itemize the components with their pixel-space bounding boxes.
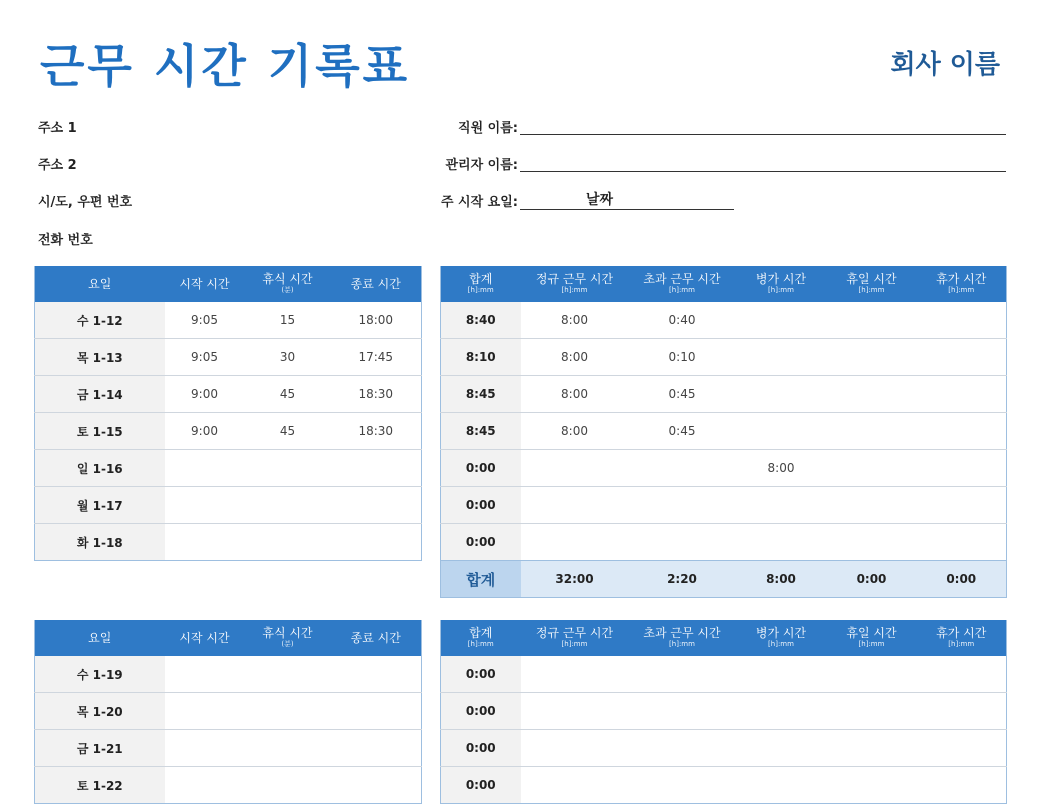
- holiday-cell[interactable]: [827, 413, 917, 450]
- break-time-cell[interactable]: [245, 767, 331, 804]
- header-row: [441, 620, 1007, 656]
- col-unit: [h]:mm: [768, 640, 794, 648]
- end-time-cell[interactable]: [331, 487, 422, 524]
- table-row: [35, 376, 422, 413]
- overtime-cell: 0:45: [629, 376, 736, 413]
- regular-cell: 8:00: [521, 339, 629, 376]
- overtime-cell: [629, 487, 736, 524]
- end-time-cell[interactable]: [331, 767, 422, 804]
- week-start-date[interactable]: 날짜: [586, 192, 614, 208]
- end-time-cell[interactable]: [331, 450, 422, 487]
- col-sick-label: 병가 시간: [755, 626, 807, 640]
- table-row: [35, 302, 422, 339]
- day-cell: 화 1-18: [35, 524, 165, 561]
- start-time-cell[interactable]: [165, 450, 245, 487]
- col-holiday-label: 휴일 시간: [846, 626, 897, 640]
- end-time-cell[interactable]: [331, 693, 422, 730]
- start-time-cell[interactable]: 9:00: [165, 413, 245, 450]
- day-cell: 목 1-20: [35, 693, 165, 730]
- start-time-cell[interactable]: [165, 487, 245, 524]
- sum-holiday: 0:00: [827, 561, 917, 598]
- regular-cell: [521, 767, 629, 804]
- vacation-cell[interactable]: [917, 524, 1007, 561]
- col-vacation: [917, 266, 1007, 302]
- vacation-cell[interactable]: [917, 693, 1007, 730]
- end-time-cell[interactable]: 18:00: [331, 302, 422, 339]
- col-end-time: 종료 시간: [331, 620, 422, 656]
- sum-regular: 32:00: [521, 561, 629, 598]
- break-time-cell[interactable]: [245, 524, 331, 561]
- col-holiday-label: 휴일 시간: [846, 272, 897, 286]
- phone-number[interactable]: 전화 번호: [38, 233, 93, 248]
- col-break-time: [245, 620, 331, 656]
- employee-name-field[interactable]: [520, 134, 1006, 135]
- break-time-cell[interactable]: [245, 730, 331, 767]
- regular-cell: [521, 693, 629, 730]
- table-row: [441, 450, 1007, 487]
- col-regular-label: 정규 근무 시간: [535, 626, 614, 640]
- address-line-1[interactable]: 주소 1: [38, 121, 77, 136]
- company-name[interactable]: 회사 이름: [890, 50, 1000, 80]
- regular-cell: [521, 450, 629, 487]
- table-row: [35, 487, 422, 524]
- col-sick-label: 병가 시간: [755, 272, 807, 286]
- table-row: [35, 730, 422, 767]
- col-break-unit: (분): [281, 286, 294, 294]
- day-cell: 수 1-12: [35, 302, 165, 339]
- sick-cell[interactable]: [736, 339, 827, 376]
- sick-cell[interactable]: [736, 376, 827, 413]
- overtime-cell: [629, 450, 736, 487]
- col-vacation-label: 휴가 시간: [936, 272, 987, 286]
- col-day: 요일: [35, 266, 165, 302]
- sick-cell[interactable]: [736, 524, 827, 561]
- day-cell: 일 1-16: [35, 450, 165, 487]
- sum-overtime: 2:20: [629, 561, 736, 598]
- col-unit: [h]:mm: [858, 640, 885, 648]
- regular-cell: [521, 730, 629, 767]
- day-cell: 토 1-15: [35, 413, 165, 450]
- col-day: 요일: [35, 620, 165, 656]
- holiday-cell[interactable]: [827, 487, 917, 524]
- col-overtime: [629, 266, 736, 302]
- end-time-cell[interactable]: [331, 524, 422, 561]
- total-cell: 0:00: [441, 730, 521, 767]
- col-overtime-label: 초과 근무 시간: [643, 626, 721, 640]
- total-cell: 8:45: [441, 413, 521, 450]
- sick-cell[interactable]: [736, 487, 827, 524]
- col-unit: [h]:mm: [467, 640, 494, 648]
- table-row: [441, 302, 1007, 339]
- col-total: [441, 620, 521, 656]
- break-time-cell[interactable]: [245, 487, 331, 524]
- holiday-cell[interactable]: [827, 730, 917, 767]
- break-time-cell[interactable]: 15: [245, 302, 331, 339]
- col-regular-label: 정규 근무 시간: [535, 272, 614, 286]
- col-break-unit: (분): [281, 640, 294, 648]
- week2-hours-table: [440, 620, 1007, 804]
- regular-cell: [521, 487, 629, 524]
- week1-time-table: [34, 266, 422, 561]
- vacation-cell[interactable]: [917, 730, 1007, 767]
- total-cell: 0:00: [441, 656, 521, 693]
- table-row: [441, 413, 1007, 450]
- address-line-2[interactable]: 주소 2: [38, 158, 77, 173]
- page-title: 근무 시간 기록표: [40, 39, 411, 93]
- col-unit: [h]:mm: [669, 640, 695, 648]
- col-total: [441, 266, 521, 302]
- manager-name-label: 관리자 이름:: [445, 158, 518, 173]
- total-cell: 0:00: [441, 487, 521, 524]
- table-row: [441, 339, 1007, 376]
- table-row: [441, 376, 1007, 413]
- start-time-cell[interactable]: [165, 693, 245, 730]
- header-row: [35, 620, 422, 656]
- col-total-label: 합계: [469, 272, 493, 286]
- holiday-cell[interactable]: [827, 524, 917, 561]
- sick-cell[interactable]: [736, 693, 827, 730]
- col-total-label: 합계: [469, 626, 493, 640]
- overtime-cell: 0:40: [629, 302, 736, 339]
- overtime-cell: [629, 693, 736, 730]
- table-row: [441, 730, 1007, 767]
- table-row: [441, 656, 1007, 693]
- regular-cell: 8:00: [521, 376, 629, 413]
- holiday-cell[interactable]: [827, 339, 917, 376]
- col-start-time: 시작 시간: [165, 620, 245, 656]
- regular-cell: [521, 656, 629, 693]
- col-break-label: 휴식 시간: [262, 272, 313, 286]
- vacation-cell[interactable]: [917, 339, 1007, 376]
- city-zip[interactable]: 시/도, 우편 번호: [38, 195, 133, 210]
- start-time-cell[interactable]: 9:00: [165, 376, 245, 413]
- start-time-cell[interactable]: [165, 656, 245, 693]
- table-row: [35, 767, 422, 804]
- overtime-cell: 0:45: [629, 413, 736, 450]
- vacation-cell[interactable]: [917, 487, 1007, 524]
- total-cell: 0:00: [441, 767, 521, 804]
- table-row: [35, 656, 422, 693]
- vacation-cell[interactable]: [917, 656, 1007, 693]
- start-time-cell[interactable]: 9:05: [165, 339, 245, 376]
- col-regular: [521, 620, 629, 656]
- col-holiday: [827, 266, 917, 302]
- break-time-cell[interactable]: 45: [245, 413, 331, 450]
- employee-name-label: 직원 이름:: [458, 121, 518, 136]
- day-cell: 금 1-14: [35, 376, 165, 413]
- col-break-time: [245, 266, 331, 302]
- sick-cell[interactable]: [736, 413, 827, 450]
- col-vacation-label: 휴가 시간: [936, 626, 987, 640]
- sick-cell[interactable]: [736, 767, 827, 804]
- table-row: [35, 693, 422, 730]
- end-time-cell[interactable]: 18:30: [331, 376, 422, 413]
- end-time-cell[interactable]: 18:30: [331, 413, 422, 450]
- col-vacation: [917, 620, 1007, 656]
- regular-cell: [521, 524, 629, 561]
- total-cell: 8:10: [441, 339, 521, 376]
- col-unit: [h]:mm: [561, 286, 588, 294]
- col-unit: [h]:mm: [948, 640, 975, 648]
- week-start-field[interactable]: [520, 209, 734, 210]
- col-unit: [h]:mm: [669, 286, 695, 294]
- sick-cell[interactable]: [736, 730, 827, 767]
- holiday-cell[interactable]: [827, 302, 917, 339]
- holiday-cell[interactable]: [827, 656, 917, 693]
- vacation-cell[interactable]: [917, 376, 1007, 413]
- col-unit: [h]:mm: [768, 286, 794, 294]
- col-sick: [736, 620, 827, 656]
- col-break-label: 휴식 시간: [262, 626, 313, 640]
- day-cell: 목 1-13: [35, 339, 165, 376]
- overtime-cell: [629, 730, 736, 767]
- col-end-time: 종료 시간: [331, 266, 422, 302]
- start-time-cell[interactable]: [165, 730, 245, 767]
- week1-hours-table: [440, 266, 1007, 598]
- table-row: [35, 524, 422, 561]
- summary-label: 합계: [441, 561, 521, 598]
- col-overtime-label: 초과 근무 시간: [643, 272, 721, 286]
- day-cell: 월 1-17: [35, 487, 165, 524]
- sick-cell[interactable]: 8:00: [736, 450, 827, 487]
- day-cell: 수 1-19: [35, 656, 165, 693]
- break-time-cell[interactable]: 45: [245, 376, 331, 413]
- break-time-cell[interactable]: [245, 693, 331, 730]
- overtime-cell: 0:10: [629, 339, 736, 376]
- vacation-cell[interactable]: [917, 450, 1007, 487]
- col-unit: [h]:mm: [467, 286, 494, 294]
- overtime-cell: [629, 767, 736, 804]
- total-cell: 0:00: [441, 450, 521, 487]
- header-row: [441, 266, 1007, 302]
- col-overtime: [629, 620, 736, 656]
- overtime-cell: [629, 524, 736, 561]
- total-cell: 0:00: [441, 693, 521, 730]
- sick-cell[interactable]: [736, 656, 827, 693]
- week-start-label: 주 시작 요일:: [440, 195, 518, 210]
- holiday-cell[interactable]: [827, 376, 917, 413]
- holiday-cell[interactable]: [827, 767, 917, 804]
- table-row: [35, 413, 422, 450]
- regular-cell: 8:00: [521, 413, 629, 450]
- col-unit: [h]:mm: [948, 286, 975, 294]
- total-cell: 8:40: [441, 302, 521, 339]
- start-time-cell[interactable]: [165, 524, 245, 561]
- vacation-cell[interactable]: [917, 767, 1007, 804]
- table-row: [441, 767, 1007, 804]
- header-row: [35, 266, 422, 302]
- vacation-cell[interactable]: [917, 302, 1007, 339]
- total-cell: 0:00: [441, 524, 521, 561]
- holiday-cell[interactable]: [827, 693, 917, 730]
- table-row: [35, 339, 422, 376]
- end-time-cell[interactable]: 17:45: [331, 339, 422, 376]
- col-start-time: 시작 시간: [165, 266, 245, 302]
- start-time-cell[interactable]: 9:05: [165, 302, 245, 339]
- day-cell: 금 1-21: [35, 730, 165, 767]
- table-row: [441, 693, 1007, 730]
- table-row: [35, 450, 422, 487]
- sick-cell[interactable]: [736, 302, 827, 339]
- holiday-cell[interactable]: [827, 450, 917, 487]
- day-cell: 토 1-22: [35, 767, 165, 804]
- regular-cell: 8:00: [521, 302, 629, 339]
- sum-vacation: 0:00: [917, 561, 1007, 598]
- break-time-cell[interactable]: [245, 656, 331, 693]
- col-regular: [521, 266, 629, 302]
- manager-name-field[interactable]: [520, 171, 1006, 172]
- start-time-cell[interactable]: [165, 767, 245, 804]
- col-sick: [736, 266, 827, 302]
- summary-row: [441, 561, 1007, 598]
- week2-time-table: [34, 620, 422, 804]
- overtime-cell: [629, 656, 736, 693]
- end-time-cell[interactable]: [331, 656, 422, 693]
- vacation-cell[interactable]: [917, 413, 1007, 450]
- col-unit: [h]:mm: [858, 286, 885, 294]
- break-time-cell[interactable]: 30: [245, 339, 331, 376]
- end-time-cell[interactable]: [331, 730, 422, 767]
- col-unit: [h]:mm: [561, 640, 588, 648]
- table-row: [441, 487, 1007, 524]
- break-time-cell[interactable]: [245, 450, 331, 487]
- sum-sick: 8:00: [736, 561, 827, 598]
- table-row: [441, 524, 1007, 561]
- col-holiday: [827, 620, 917, 656]
- total-cell: 8:45: [441, 376, 521, 413]
